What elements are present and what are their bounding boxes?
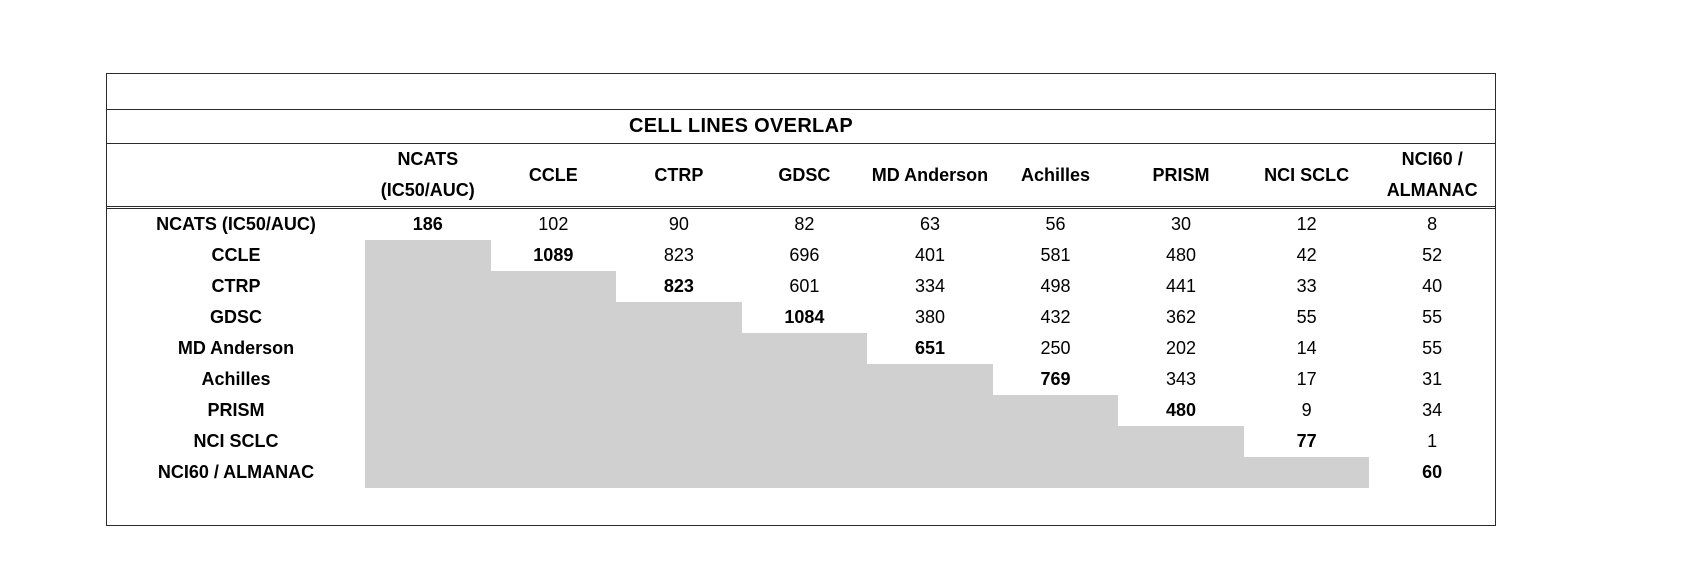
matrix-cell-empty	[993, 426, 1119, 457]
matrix-cell-value: 334	[914, 276, 945, 296]
matrix-cell-empty	[365, 364, 491, 395]
column-header-md-anderson: MD Anderson	[867, 144, 993, 208]
matrix-cell-empty	[491, 364, 617, 395]
matrix-cell-value: 1089	[533, 245, 574, 265]
column-header-ncats-line1: NCATS	[397, 149, 459, 169]
matrix-cell-empty	[742, 457, 868, 488]
matrix-cell-empty	[491, 302, 617, 333]
matrix-cell-value: 480	[1166, 400, 1197, 420]
matrix-cell-value: 30	[1171, 214, 1192, 234]
matrix-cell-empty	[365, 426, 491, 457]
matrix-cell-value: 1084	[784, 307, 825, 327]
row-header-cell: PRISM	[207, 400, 265, 420]
column-header-ccle: CCLE	[491, 144, 617, 208]
page-title: CELL LINES OVERLAP	[629, 115, 853, 137]
matrix-wrapper	[107, 144, 1495, 488]
matrix-cell-value: 12	[1296, 214, 1317, 234]
row-header-cell: CCLE	[211, 245, 261, 265]
matrix-cell-value: 769	[1040, 369, 1071, 389]
matrix-cell-value: 380	[914, 307, 945, 327]
column-header-ctrp: CTRP	[616, 144, 742, 208]
matrix-cell-empty	[616, 333, 742, 364]
table-row	[107, 364, 1495, 395]
table-row	[107, 302, 1495, 333]
matrix-cell-value: 82	[794, 214, 815, 234]
matrix-cell-empty	[993, 457, 1119, 488]
matrix-cell-empty	[867, 457, 993, 488]
table-row	[107, 426, 1495, 457]
matrix-cell-empty	[742, 395, 868, 426]
matrix-cell-empty	[616, 395, 742, 426]
table-row	[107, 271, 1495, 302]
matrix-cell-value: 601	[789, 276, 820, 296]
column-header-achilles: Achilles	[993, 144, 1119, 208]
matrix-cell-value: 55	[1422, 307, 1443, 327]
matrix-cell-value: 362	[1166, 307, 1197, 327]
matrix-cell-value: 343	[1166, 369, 1197, 389]
row-header-cell: GDSC	[209, 307, 262, 327]
matrix-cell-value: 8	[1427, 214, 1438, 234]
table-figure-frame	[106, 73, 1496, 526]
matrix-cell-value: 9	[1301, 400, 1312, 420]
matrix-cell-empty	[365, 271, 491, 302]
table-head	[107, 144, 1495, 208]
column-header-prism: PRISM	[1118, 144, 1244, 208]
matrix-cell-value: 823	[663, 245, 694, 265]
table-row	[107, 208, 1495, 241]
matrix-cell-value: 498	[1040, 276, 1071, 296]
matrix-cell-empty	[867, 395, 993, 426]
matrix-cell-value: 581	[1040, 245, 1071, 265]
column-header-nci60-line2: ALMANAC	[1386, 180, 1478, 200]
matrix-cell-value: 651	[914, 338, 945, 358]
matrix-cell-empty	[742, 333, 868, 364]
matrix-cell-value: 441	[1166, 276, 1197, 296]
matrix-cell-value: 1	[1427, 431, 1438, 451]
matrix-cell-empty	[491, 395, 617, 426]
matrix-cell-value: 823	[663, 276, 694, 296]
matrix-cell-value: 432	[1040, 307, 1071, 327]
column-header-nci60-almanac	[1369, 144, 1495, 208]
column-header-nci60-line1: NCI60 /	[1401, 149, 1463, 169]
matrix-cell-empty	[365, 302, 491, 333]
matrix-cell-value: 52	[1422, 245, 1443, 265]
matrix-cell-empty	[365, 333, 491, 364]
matrix-cell-value: 77	[1296, 431, 1317, 451]
table-row	[107, 395, 1495, 426]
matrix-cell-value: 40	[1422, 276, 1443, 296]
matrix-cell-empty	[742, 426, 868, 457]
matrix-cell-value: 63	[919, 214, 940, 234]
matrix-cell-empty	[365, 457, 491, 488]
matrix-cell-value: 696	[789, 245, 820, 265]
matrix-cell-value: 56	[1045, 214, 1066, 234]
matrix-cell-value: 60	[1422, 462, 1443, 482]
matrix-cell-empty	[365, 395, 491, 426]
matrix-cell-value: 250	[1040, 338, 1071, 358]
table-body	[107, 208, 1495, 489]
figure-title-row	[107, 110, 1495, 144]
matrix-cell-value: 480	[1166, 245, 1197, 265]
column-header-ncats-line2: (IC50/AUC)	[380, 180, 475, 200]
row-header-cell: CTRP	[211, 276, 261, 296]
matrix-cell-value: 102	[538, 214, 569, 234]
cell-lines-overlap-table	[107, 144, 1495, 488]
row-header-cell: NCI SCLC	[193, 431, 279, 451]
matrix-cell-empty	[867, 364, 993, 395]
matrix-cell-empty	[867, 426, 993, 457]
corner-header-cell	[107, 144, 365, 208]
matrix-cell-value: 31	[1422, 369, 1443, 389]
matrix-cell-value: 33	[1296, 276, 1317, 296]
column-header-gdsc: GDSC	[742, 144, 868, 208]
matrix-cell-empty	[616, 364, 742, 395]
matrix-cell-empty	[616, 302, 742, 333]
matrix-cell-value: 202	[1166, 338, 1197, 358]
row-header-cell: Achilles	[201, 369, 271, 389]
row-header-cell: NCATS (IC50/AUC)	[156, 214, 316, 234]
row-header-cell: MD Anderson	[177, 338, 295, 358]
table-row	[107, 240, 1495, 271]
matrix-cell-empty	[1244, 457, 1370, 488]
matrix-cell-empty	[491, 426, 617, 457]
matrix-cell-value: 55	[1422, 338, 1443, 358]
table-row	[107, 457, 1495, 488]
row-header-cell: NCI60 / ALMANAC	[157, 462, 315, 482]
matrix-cell-empty	[491, 457, 617, 488]
matrix-cell-empty	[491, 271, 617, 302]
table-row	[107, 333, 1495, 364]
matrix-cell-empty	[365, 240, 491, 271]
matrix-cell-value: 17	[1296, 369, 1317, 389]
matrix-cell-value: 42	[1296, 245, 1317, 265]
matrix-cell-value: 55	[1296, 307, 1317, 327]
matrix-cell-empty	[1118, 457, 1244, 488]
matrix-cell-empty	[491, 333, 617, 364]
matrix-cell-empty	[993, 395, 1119, 426]
matrix-cell-value: 14	[1296, 338, 1317, 358]
matrix-cell-empty	[616, 457, 742, 488]
matrix-cell-value: 401	[914, 245, 945, 265]
column-header-row	[107, 144, 1495, 208]
matrix-cell-empty	[742, 364, 868, 395]
matrix-cell-empty	[616, 426, 742, 457]
matrix-cell-value: 34	[1422, 400, 1443, 420]
column-header-ncats	[365, 144, 491, 208]
matrix-cell-value: 90	[668, 214, 689, 234]
column-header-nci-sclc: NCI SCLC	[1244, 144, 1370, 208]
matrix-cell-empty	[1118, 426, 1244, 457]
matrix-cell-value: 186	[412, 214, 443, 234]
figure-top-strip	[107, 74, 1495, 110]
